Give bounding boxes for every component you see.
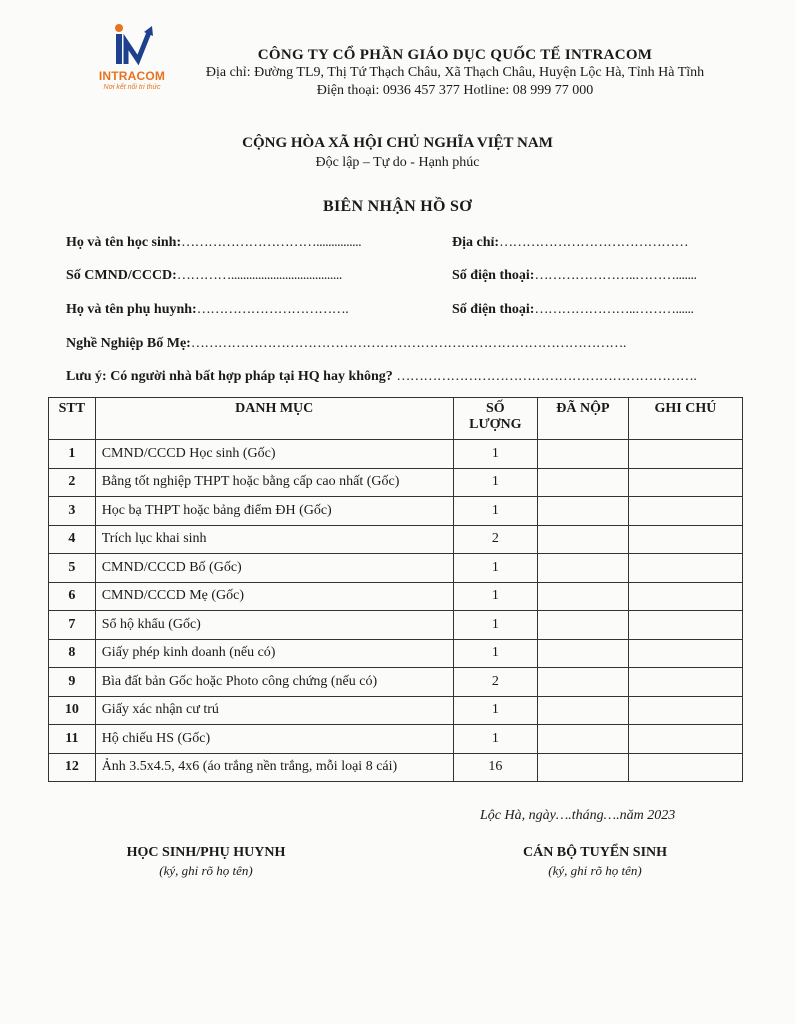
parent-job-label: Nghề Nghiệp Bố Mẹ:: [66, 336, 191, 351]
row-submitted-cell[interactable]: [537, 725, 628, 754]
table-row: [49, 639, 743, 668]
company-address: Địa chỉ: Đường TL9, Thị Tứ Thạch Châu, Xã Thạch Châu, Huyện Lộc Hà, Tỉnh Hà Tĩnh: [205, 65, 705, 80]
row-note-cell[interactable]: [628, 440, 742, 469]
phone1-field: [452, 268, 696, 284]
logo-text: INTRACOM: [98, 69, 166, 83]
phone2-field: [452, 302, 693, 318]
right-signature-title: CÁN BỘ TUYỂN SINH: [522, 845, 668, 860]
id-card-label: Số CMND/CCCD:: [66, 268, 177, 283]
row-submitted-cell[interactable]: [537, 554, 628, 583]
phone2-label: Số điện thoại:: [452, 302, 535, 317]
header-item: DANH MỤC: [95, 398, 453, 440]
row-stt: 2: [49, 468, 96, 497]
table-row: [49, 668, 743, 697]
row-submitted-cell[interactable]: [537, 696, 628, 725]
row-item: Ảnh 3.5x4.5, 4x6 (áo trắng nền trắng, mỗi loại 8 cái): [95, 753, 453, 782]
address-blank: ……………………………………: [499, 235, 689, 250]
row-note-cell[interactable]: [628, 497, 742, 526]
table-row: [49, 725, 743, 754]
table-row: [49, 468, 743, 497]
row-item: Giấy xác nhận cư trú: [95, 696, 453, 725]
row-submitted-cell[interactable]: [537, 525, 628, 554]
row-note-cell[interactable]: [628, 725, 742, 754]
header-qty-line1: SỐ: [485, 401, 505, 416]
row-stt: 8: [49, 639, 96, 668]
student-name-blank: …………………………...............: [181, 235, 362, 250]
table-row: [49, 440, 743, 469]
row-note-cell[interactable]: [628, 639, 742, 668]
phone2-blank: …………………..………......: [534, 302, 694, 317]
right-signature-hint: (ký, ghi rõ họ tên): [548, 863, 642, 878]
header-submitted: ĐÃ NỘP: [537, 398, 628, 440]
row-note-cell[interactable]: [628, 468, 742, 497]
row-note-cell[interactable]: [628, 611, 742, 640]
row-stt: 6: [49, 582, 96, 611]
table-row: [49, 611, 743, 640]
row-qty: 1: [453, 725, 537, 754]
nation-motto: Độc lập – Tự do - Hạnh phúc: [315, 155, 480, 170]
date-line: Lộc Hà, ngày….tháng….năm 2023: [480, 808, 676, 823]
student-parent-signature: [86, 845, 326, 879]
row-item: Sổ hộ khẩu (Gốc): [95, 611, 453, 640]
row-item: Giấy phép kinh doanh (nếu có): [95, 639, 453, 668]
table-row: [49, 753, 743, 782]
row-submitted-cell[interactable]: [537, 440, 628, 469]
nation-name: CỘNG HÒA XÃ HỘI CHỦ NGHĨA VIỆT NAM: [242, 135, 553, 151]
left-signature-title: HỌC SINH/PHỤ HUYNH: [126, 845, 286, 860]
id-card-blank: ………….....................................: [176, 268, 342, 283]
row-qty: 16: [453, 753, 537, 782]
address-label: Địa chỉ:: [452, 235, 500, 250]
student-name-label: Họ và tên học sinh:: [66, 235, 182, 250]
row-note-cell[interactable]: [628, 525, 742, 554]
row-submitted-cell[interactable]: [537, 668, 628, 697]
row-note-cell[interactable]: [628, 582, 742, 611]
row-qty: 1: [453, 696, 537, 725]
row-stt: 3: [49, 497, 96, 526]
row-stt: 10: [49, 696, 96, 725]
table-row: [49, 525, 743, 554]
row-item: Trích lục khai sinh: [95, 525, 453, 554]
row-qty: 1: [453, 440, 537, 469]
row-stt: 4: [49, 525, 96, 554]
row-qty: 1: [453, 639, 537, 668]
row-submitted-cell[interactable]: [537, 582, 628, 611]
table-row: [49, 554, 743, 583]
row-submitted-cell[interactable]: [537, 753, 628, 782]
row-item: Bìa đất bản Gốc hoặc Photo công chứng (nếu có): [95, 668, 453, 697]
note-field: [66, 369, 696, 385]
row-stt: 1: [49, 440, 96, 469]
row-note-cell[interactable]: [628, 696, 742, 725]
row-note-cell[interactable]: [628, 668, 742, 697]
row-stt: 11: [49, 725, 96, 754]
table-row: [49, 497, 743, 526]
header-qty-line2: LƯỢNG: [469, 417, 522, 432]
row-note-cell[interactable]: [628, 554, 742, 583]
row-item: Học bạ THPT hoặc bảng điểm ĐH (Gốc): [95, 497, 453, 526]
phone1-label: Số điện thoại:: [452, 268, 535, 283]
company-header: [150, 46, 760, 100]
table-row: [49, 582, 743, 611]
left-signature-hint: (ký, ghi rõ họ tên): [159, 863, 253, 878]
table-header-row: [49, 398, 743, 440]
header-stt: STT: [49, 398, 96, 440]
row-stt: 7: [49, 611, 96, 640]
company-phone: Điện thoại: 0936 457 377 Hotline: 08 999 77 000: [316, 83, 594, 98]
row-note-cell[interactable]: [628, 753, 742, 782]
row-qty: 2: [453, 668, 537, 697]
parent-name-blank: …………………………….: [196, 302, 349, 317]
header-qty: [453, 398, 537, 440]
row-submitted-cell[interactable]: [537, 611, 628, 640]
note-blank: ………………………………………………………….: [396, 369, 697, 384]
admissions-officer-signature: [475, 845, 715, 879]
row-qty: 1: [453, 468, 537, 497]
parent-job-field: [66, 336, 626, 352]
row-qty: 2: [453, 525, 537, 554]
row-item: Bằng tốt nghiệp THPT hoặc bằng cấp cao nhất (Gốc): [95, 468, 453, 497]
document-checklist-table: [48, 397, 743, 782]
row-item: CMND/CCCD Mẹ (Gốc): [95, 582, 453, 611]
row-stt: 5: [49, 554, 96, 583]
parent-name-field: [66, 302, 348, 318]
logo-slogan: Nơi kết nối tri thức: [103, 84, 161, 91]
row-item: CMND/CCCD Học sinh (Gốc): [95, 440, 453, 469]
row-qty: 1: [453, 497, 537, 526]
note-label: Lưu ý: Có người nhà bất hợp pháp tại HQ hay không?: [66, 369, 393, 384]
row-item: CMND/CCCD Bố (Gốc): [95, 554, 453, 583]
student-name-field: [66, 235, 361, 251]
row-item: Hộ chiếu HS (Gốc): [95, 725, 453, 754]
table-row: [49, 696, 743, 725]
row-qty: 1: [453, 611, 537, 640]
document-title: BIÊN NHẬN HỒ SƠ: [323, 198, 472, 215]
id-card-field: [66, 268, 342, 284]
row-qty: 1: [453, 554, 537, 583]
parent-name-label: Họ và tên phụ huynh:: [66, 302, 197, 317]
row-qty: 1: [453, 582, 537, 611]
row-submitted-cell[interactable]: [537, 497, 628, 526]
company-name: CÔNG TY CỔ PHẦN GIÁO DỤC QUỐC TẾ INTRACOM: [257, 47, 653, 63]
address-field: [452, 235, 688, 251]
parent-job-blank: …………………………………………………………………………………….: [190, 336, 626, 351]
header-note: GHI CHÚ: [628, 398, 742, 440]
row-submitted-cell[interactable]: [537, 639, 628, 668]
phone1-blank: …………………..……….......: [534, 268, 697, 283]
row-submitted-cell[interactable]: [537, 468, 628, 497]
row-stt: 12: [49, 753, 96, 782]
national-header: [0, 134, 795, 172]
row-stt: 9: [49, 668, 96, 697]
